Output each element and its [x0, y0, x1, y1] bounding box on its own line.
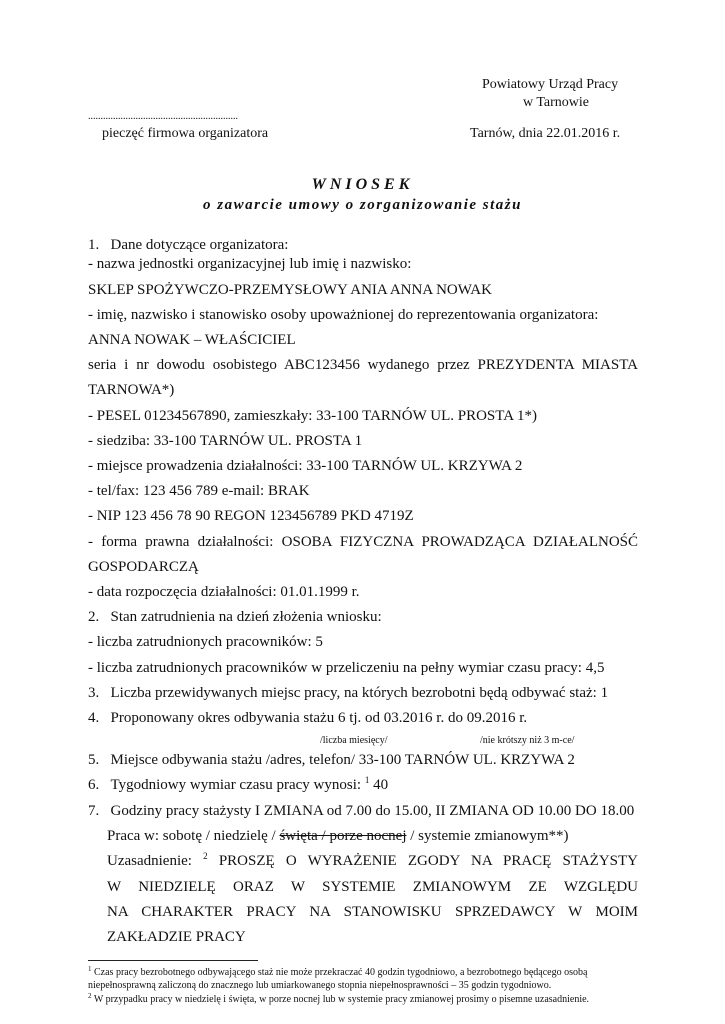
document-subtitle: o zawarcie umowy o zorganizowanie stażu: [203, 197, 522, 213]
months-note: /liczba miesięcy/: [320, 735, 388, 746]
justification-text1: PROSZĘ O WYRAŻENIE ZGODY NA PRACĘ STAŻYSTY: [207, 853, 638, 869]
justification-line3: NA CHARAKTER PRACY NA STANOWISKU SPRZEDAWCY W MOIM: [107, 904, 638, 920]
employees-fte-line: - liczba zatrudnionych pracowników w przeliczeniu na pełny wymiar czasu pracy: 4,5: [88, 660, 605, 676]
id-card-line2: TARNOWA*): [88, 382, 175, 398]
representative-label: - imię, nazwisko i stanowisko osoby upoważnionej do reprezentowania organizatora:: [88, 307, 599, 323]
justification-label: Uzasadnienie:: [107, 853, 204, 869]
work-days-prefix: Praca w: sobotę / niedzielę /: [107, 828, 280, 844]
legal-form-line2: GOSPODARCZĄ: [88, 559, 199, 575]
section3-line: 3. Liczba przewidywanych miejsc pracy, na których bezrobotni będą odbywać staż: 1: [88, 685, 609, 701]
minimum-note: /nie krótszy niż 3 m-ce/: [480, 735, 575, 746]
section5-line: 5. Miejsce odbywania stażu /adres, telefon/ 33-100 TARNÓW UL. KRZYWA 2: [88, 752, 575, 768]
office-name-line1: Powiatowy Urząd Pracy: [482, 77, 619, 92]
footnote-ref-1: 1: [364, 775, 370, 785]
legal-form-line1: - forma prawna działalności: OSOBA FIZYCZNA PROWADZĄCA DZIAŁALNOŚĆ: [88, 534, 638, 550]
stamp-label: pieczęć firmowa organizatora: [102, 126, 269, 141]
footnote-2-text: W przypadku pracy w niedzielę i święta, w porze nocnej lub w systemie pracy zmianowej prosimy o pisemne uzasadnienie.: [91, 994, 590, 1005]
place-date: Tarnów, dnia 22.01.2016 r.: [470, 126, 621, 141]
office-name-line2: w Tarnowie: [523, 95, 590, 110]
footnote-2-line1: [88, 994, 589, 1005]
footnote-2-mark: 2: [88, 992, 92, 1000]
section7-line: 7. Godziny pracy stażysty I ZMIANA od 7.00 do 15.00, II ZMIANA OD 10.00 DO 18.00: [88, 803, 635, 819]
contact-line: - tel/fax: 123 456 789 e-mail: BRAK: [88, 483, 310, 499]
employees-line: - liczba zatrudnionych pracowników: 5: [88, 634, 323, 650]
stamp-dots: ............................................................: [88, 111, 238, 122]
pesel-line: - PESEL 01234567890, zamieszkały: 33-100 TARNÓW UL. PROSTA 1*): [88, 408, 537, 424]
org-name-label: - nazwa jednostki organizacyjnej lub imię i nazwisko:: [88, 256, 412, 272]
nip-regon-line: - NIP 123 456 78 90 REGON 123456789 PKD 4719Z: [88, 508, 414, 524]
footnote-separator: [88, 960, 258, 961]
org-name-value: SKLEP SPOŻYWCZO-PRZEMYSŁOWY ANIA ANNA NOWAK: [88, 282, 492, 298]
footnote-1-line2: niepełnosprawną zaliczoną do znacznego lub umiarkowanego stopnia niepełnosprawności – 35 godzin tygodniowo.: [88, 980, 552, 991]
footnote-1-mark: 1: [88, 965, 92, 973]
section2-heading: 2. Stan zatrudnienia na dzień złożenia wniosku:: [88, 609, 382, 625]
justification-line2: W NIEDZIELĘ ORAZ W SYSTEMIE ZMIANOWYM ZE WZGLĘDU: [107, 879, 638, 895]
footnote-1-line1: [88, 967, 587, 978]
section1-heading: 1. Dane dotyczące organizatora:: [88, 237, 289, 253]
justification-line1: [107, 853, 638, 870]
work-days-struck: święta / porze nocnej: [279, 828, 407, 844]
justification-line4: ZAKŁADZIE PRACY: [107, 929, 246, 945]
document-title: WNIOSEK: [311, 176, 414, 193]
work-days-line: [107, 828, 569, 845]
work-days-suffix: / systemie zmianowym**): [406, 828, 569, 844]
section6-value: 40: [369, 777, 389, 793]
section6-text: 6. Tygodniowy wymiar czasu pracy wynosi:: [88, 777, 365, 793]
business-place-line: - miejsce prowadzenia działalności: 33-100 TARNÓW UL. KRZYWA 2: [88, 458, 523, 474]
representative-value: ANNA NOWAK – WŁAŚCICIEL: [88, 332, 296, 348]
section6-line: [88, 777, 388, 794]
id-card-line1: seria i nr dowodu osobistego ABC123456 wydanego przez PREZYDENTA MIASTA: [88, 357, 638, 373]
start-date-line: - data rozpoczęcia działalności: 01.01.1999 r.: [88, 584, 360, 600]
footnote-ref-2: 2: [203, 851, 208, 861]
seat-line: - siedziba: 33-100 TARNÓW UL. PROSTA 1: [88, 433, 363, 449]
footnote-1-text: Czas pracy bezrobotnego odbywającego staż nie może przekraczać 40 godzin tygodniowo, a bezrobotnego będącego osobą: [91, 967, 588, 978]
section4-line: 4. Proponowany okres odbywania stażu 6 tj. od 03.2016 r. do 09.2016 r.: [88, 710, 528, 726]
